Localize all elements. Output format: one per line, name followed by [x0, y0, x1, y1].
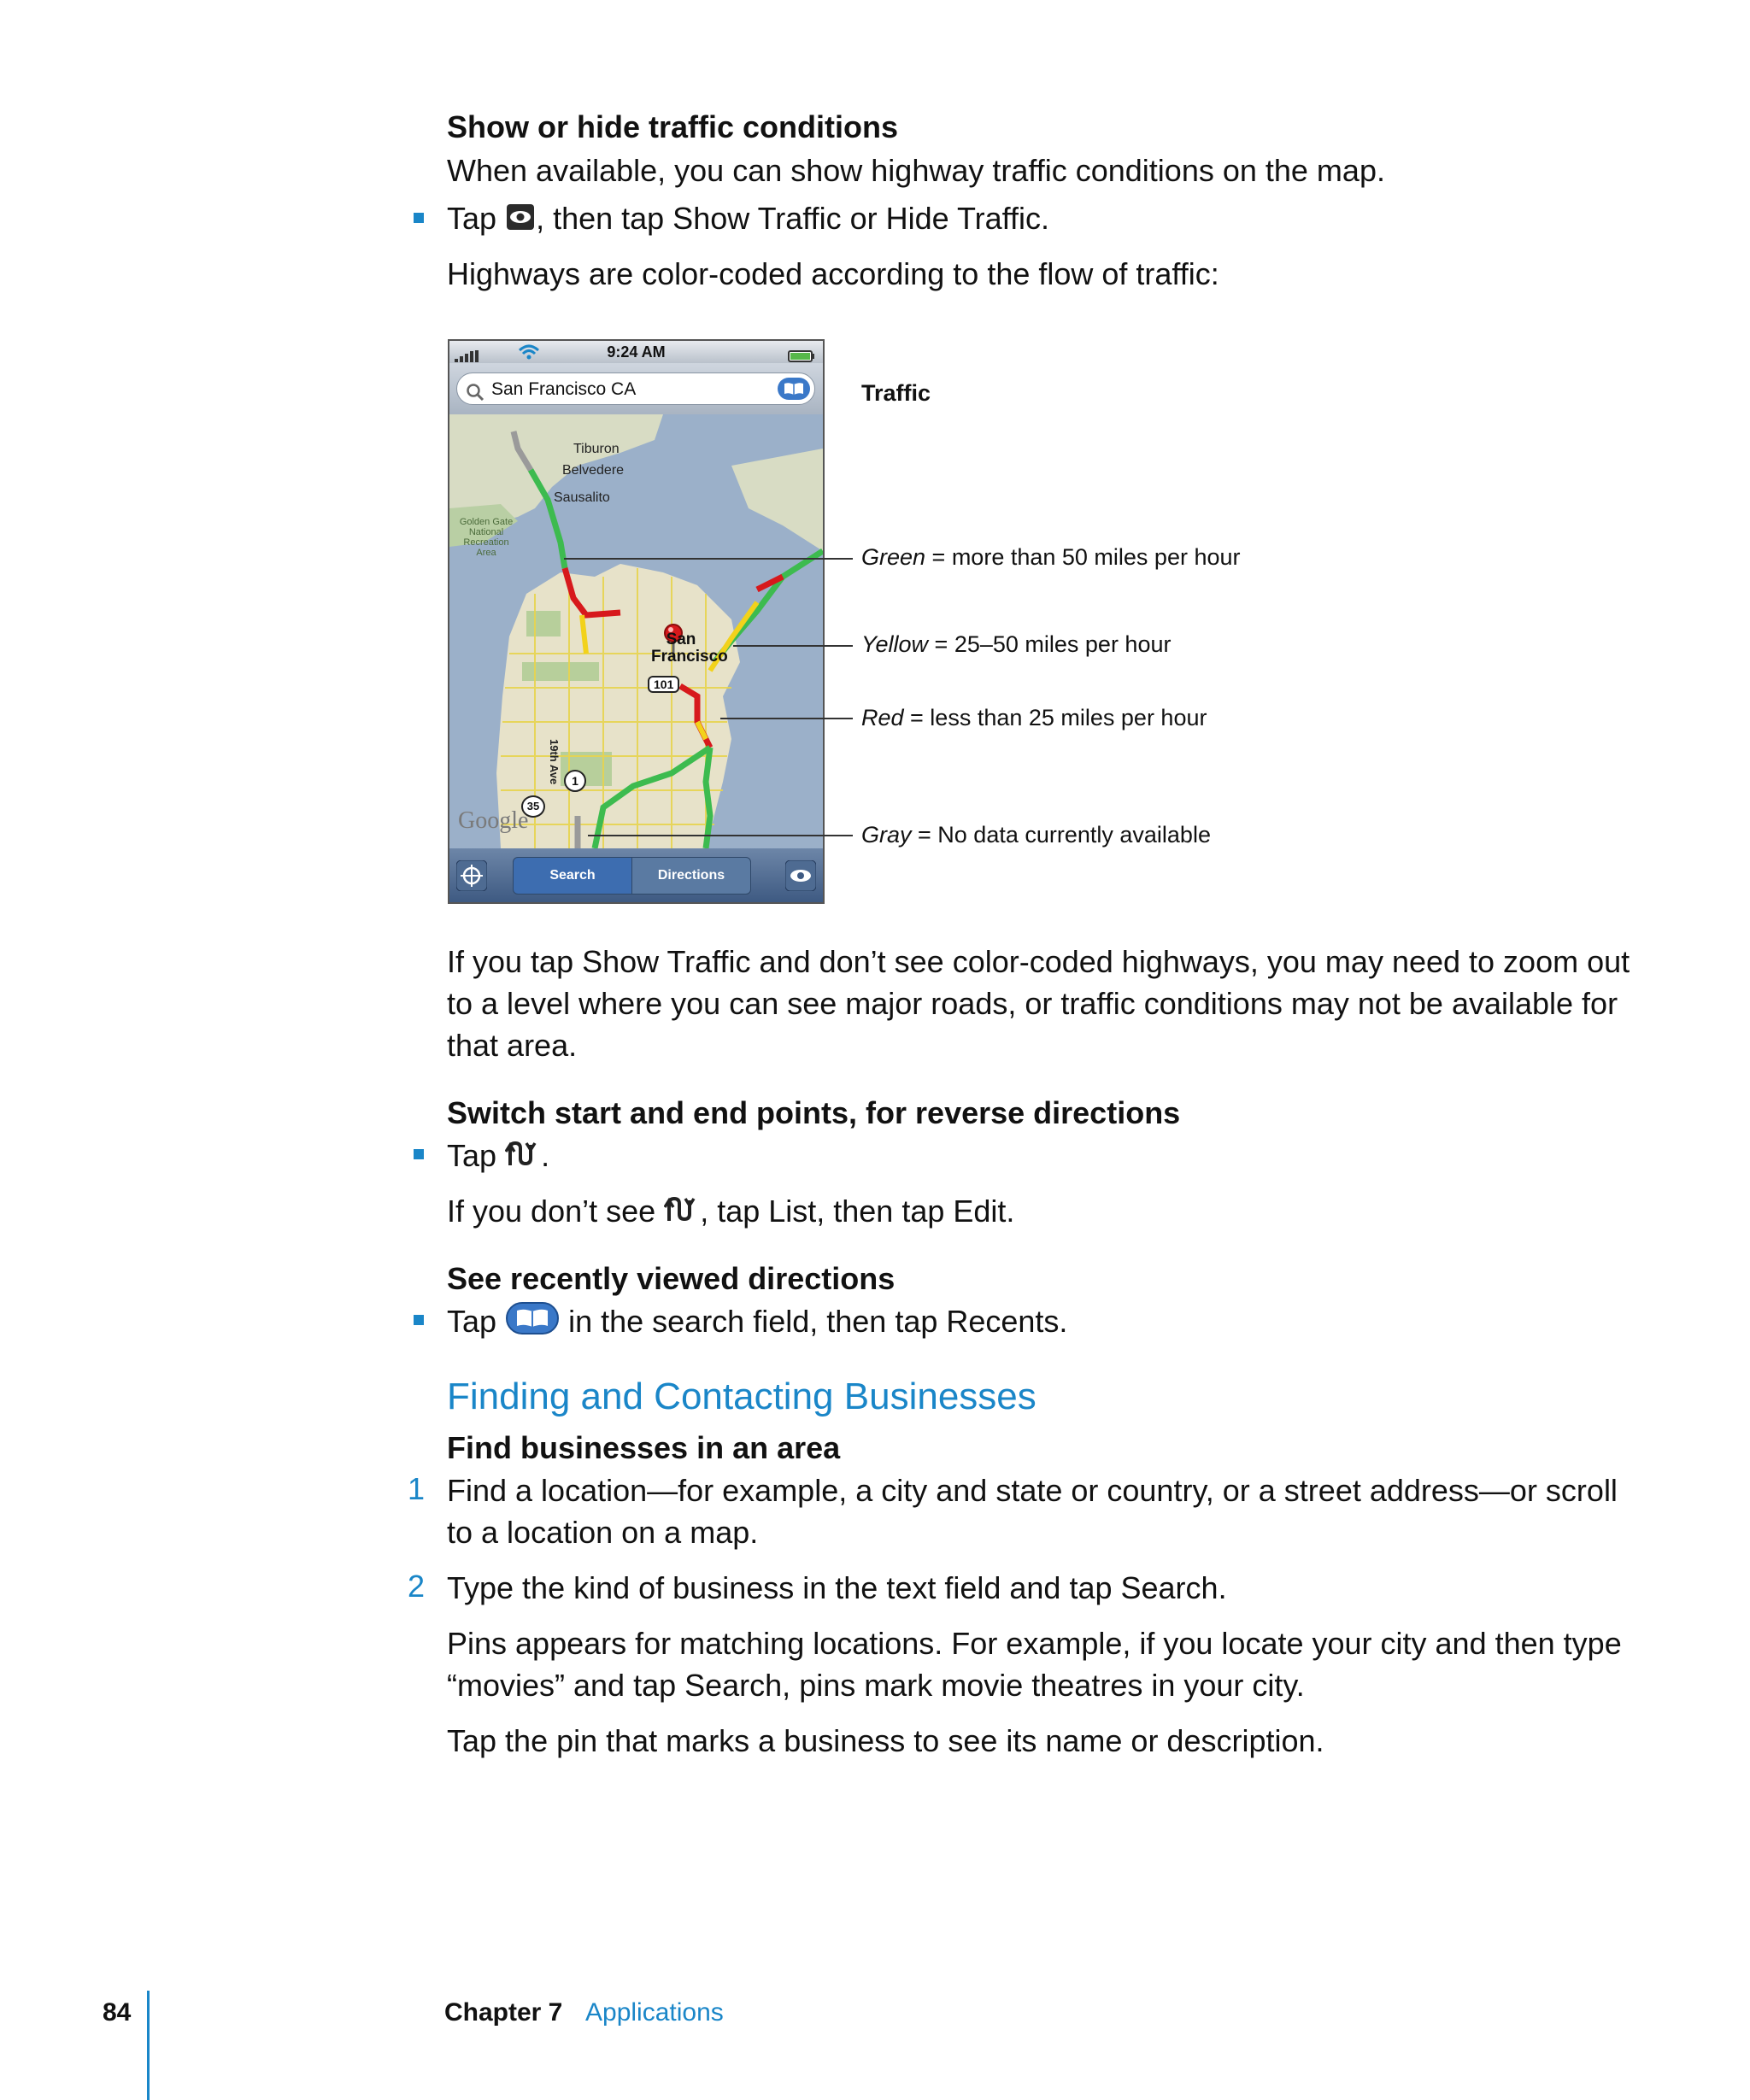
status-time: 9:24 AM	[607, 343, 666, 361]
footer-chapter: Chapter 7	[444, 1998, 563, 2027]
callout-green	[861, 544, 1241, 571]
tab-directions[interactable]: Directions	[631, 857, 751, 895]
traffic-tip-line: that area.	[447, 1028, 578, 1063]
recents-step	[447, 1300, 1067, 1346]
bullet-icon	[414, 213, 424, 223]
callout-red	[861, 705, 1207, 731]
leader-line-green	[564, 558, 853, 560]
swap-icon	[505, 1137, 541, 1179]
tap-pin-paragraph: Tap the pin that marks a business to see its name or description.	[447, 1723, 1324, 1758]
recents-step-post: in the search field, then tap Recents.	[568, 1304, 1068, 1339]
callout-red-desc: = less than 25 miles per hour	[903, 705, 1207, 730]
footer-rule	[147, 1991, 150, 2100]
map-label-hwy1: 1	[564, 770, 586, 792]
traffic-note: Highways are color-coded according to the flow of traffic:	[447, 256, 1219, 291]
map-label-sausalito: Sausalito	[554, 490, 610, 505]
step-number: 1	[408, 1471, 426, 1506]
callout-yellow-color: Yellow	[861, 631, 929, 657]
step-1-text	[447, 1469, 1618, 1553]
phone-screenshot	[448, 339, 825, 904]
step-line: Find a location—for example, a city and state or country, or a street address—or scroll	[447, 1473, 1618, 1508]
step-2-text	[447, 1567, 1227, 1609]
map-toolbar	[449, 848, 823, 902]
pins-paragraph	[447, 1622, 1622, 1706]
pins-line: “movies” and tap Search, pins mark movie theatres in your city.	[447, 1668, 1305, 1703]
map-label-golden-gate: Golden Gate National Recreation Area	[459, 517, 514, 558]
search-value: San Francisco CA	[491, 379, 637, 399]
map-label-hwy35: 35	[521, 795, 545, 818]
traffic-tip-line: If you tap Show Traffic and don’t see color-coded highways, you may need to zoom out	[447, 944, 1630, 979]
callout-gray-desc: = No data currently available	[911, 822, 1211, 848]
traffic-step-post: , then tap Show Traffic or Hide Traffic.	[536, 201, 1050, 236]
callout-gray-color: Gray	[861, 822, 912, 848]
map-label-tiburon: Tiburon	[573, 442, 620, 456]
bookmarks-icon[interactable]	[778, 378, 810, 411]
section-heading-find-businesses: Find businesses in an area	[447, 1430, 841, 1465]
callout-green-desc: = more than 50 miles per hour	[925, 544, 1241, 570]
pins-line: Pins appears for matching locations. For example, if you locate your city and then type	[447, 1626, 1622, 1661]
section-heading-recents: See recently viewed directions	[447, 1261, 896, 1296]
section-title-businesses: Finding and Contacting Businesses	[447, 1376, 1036, 1417]
section-heading-reverse: Switch start and end points, for reverse directions	[447, 1095, 1181, 1130]
search-icon	[466, 380, 484, 413]
callout-yellow	[861, 631, 1171, 658]
traffic-step	[447, 197, 1049, 242]
bookmarks-icon	[505, 1301, 560, 1346]
reverse-step	[447, 1135, 549, 1179]
reverse-step-post: .	[541, 1138, 550, 1173]
step-number: 2	[408, 1569, 426, 1604]
reverse-step-pre: Tap	[447, 1138, 497, 1173]
reverse-note	[447, 1190, 1014, 1235]
traffic-tip-paragraph	[447, 941, 1630, 1066]
callout-gray	[861, 822, 1211, 848]
leader-line-red	[720, 718, 853, 719]
callout-title: Traffic	[861, 380, 931, 406]
callout-green-color: Green	[861, 544, 926, 570]
tab-search[interactable]: Search	[513, 857, 632, 895]
section-heading-traffic: Show or hide traffic conditions	[447, 109, 899, 144]
status-bar	[449, 341, 823, 363]
traffic-tip-line: to a level where you can see major roads, or traffic conditions may not be available for	[447, 986, 1618, 1021]
google-logo: Google	[458, 807, 529, 834]
recents-step-pre: Tap	[447, 1304, 497, 1339]
bullet-icon	[414, 1149, 424, 1159]
reverse-note-pre: If you don’t see	[447, 1194, 656, 1229]
search-input[interactable]	[456, 372, 815, 405]
leader-line-yellow	[733, 645, 853, 647]
page-number: 84	[103, 1998, 132, 2027]
swap-icon	[664, 1193, 700, 1235]
traffic-map[interactable]	[449, 414, 823, 848]
step-line: Type the kind of business in the text field and tap Search.	[447, 1570, 1227, 1605]
footer-chapter-title: Applications	[585, 1998, 724, 2027]
bullet-icon	[414, 1315, 424, 1325]
map-label-hwy101: 101	[648, 676, 679, 693]
reverse-note-post: , tap List, then tap Edit.	[700, 1194, 1015, 1229]
map-canvas	[449, 414, 823, 848]
callout-yellow-desc: = 25–50 miles per hour	[928, 631, 1172, 657]
eye-icon[interactable]	[785, 860, 816, 895]
location-button[interactable]	[456, 860, 487, 895]
traffic-intro: When available, you can show highway traffic conditions on the map.	[447, 153, 1385, 188]
traffic-step-pre: Tap	[447, 201, 497, 236]
callout-red-color: Red	[861, 705, 904, 730]
map-label-belvedere: Belvedere	[562, 463, 625, 478]
map-label-19th-ave: 19th Ave	[548, 739, 561, 785]
leader-line-gray	[588, 835, 853, 836]
search-bar	[449, 363, 823, 414]
map-label-san-francisco: San Francisco	[651, 631, 728, 666]
eye-icon	[505, 200, 536, 242]
step-line: to a location on a map.	[447, 1515, 759, 1550]
